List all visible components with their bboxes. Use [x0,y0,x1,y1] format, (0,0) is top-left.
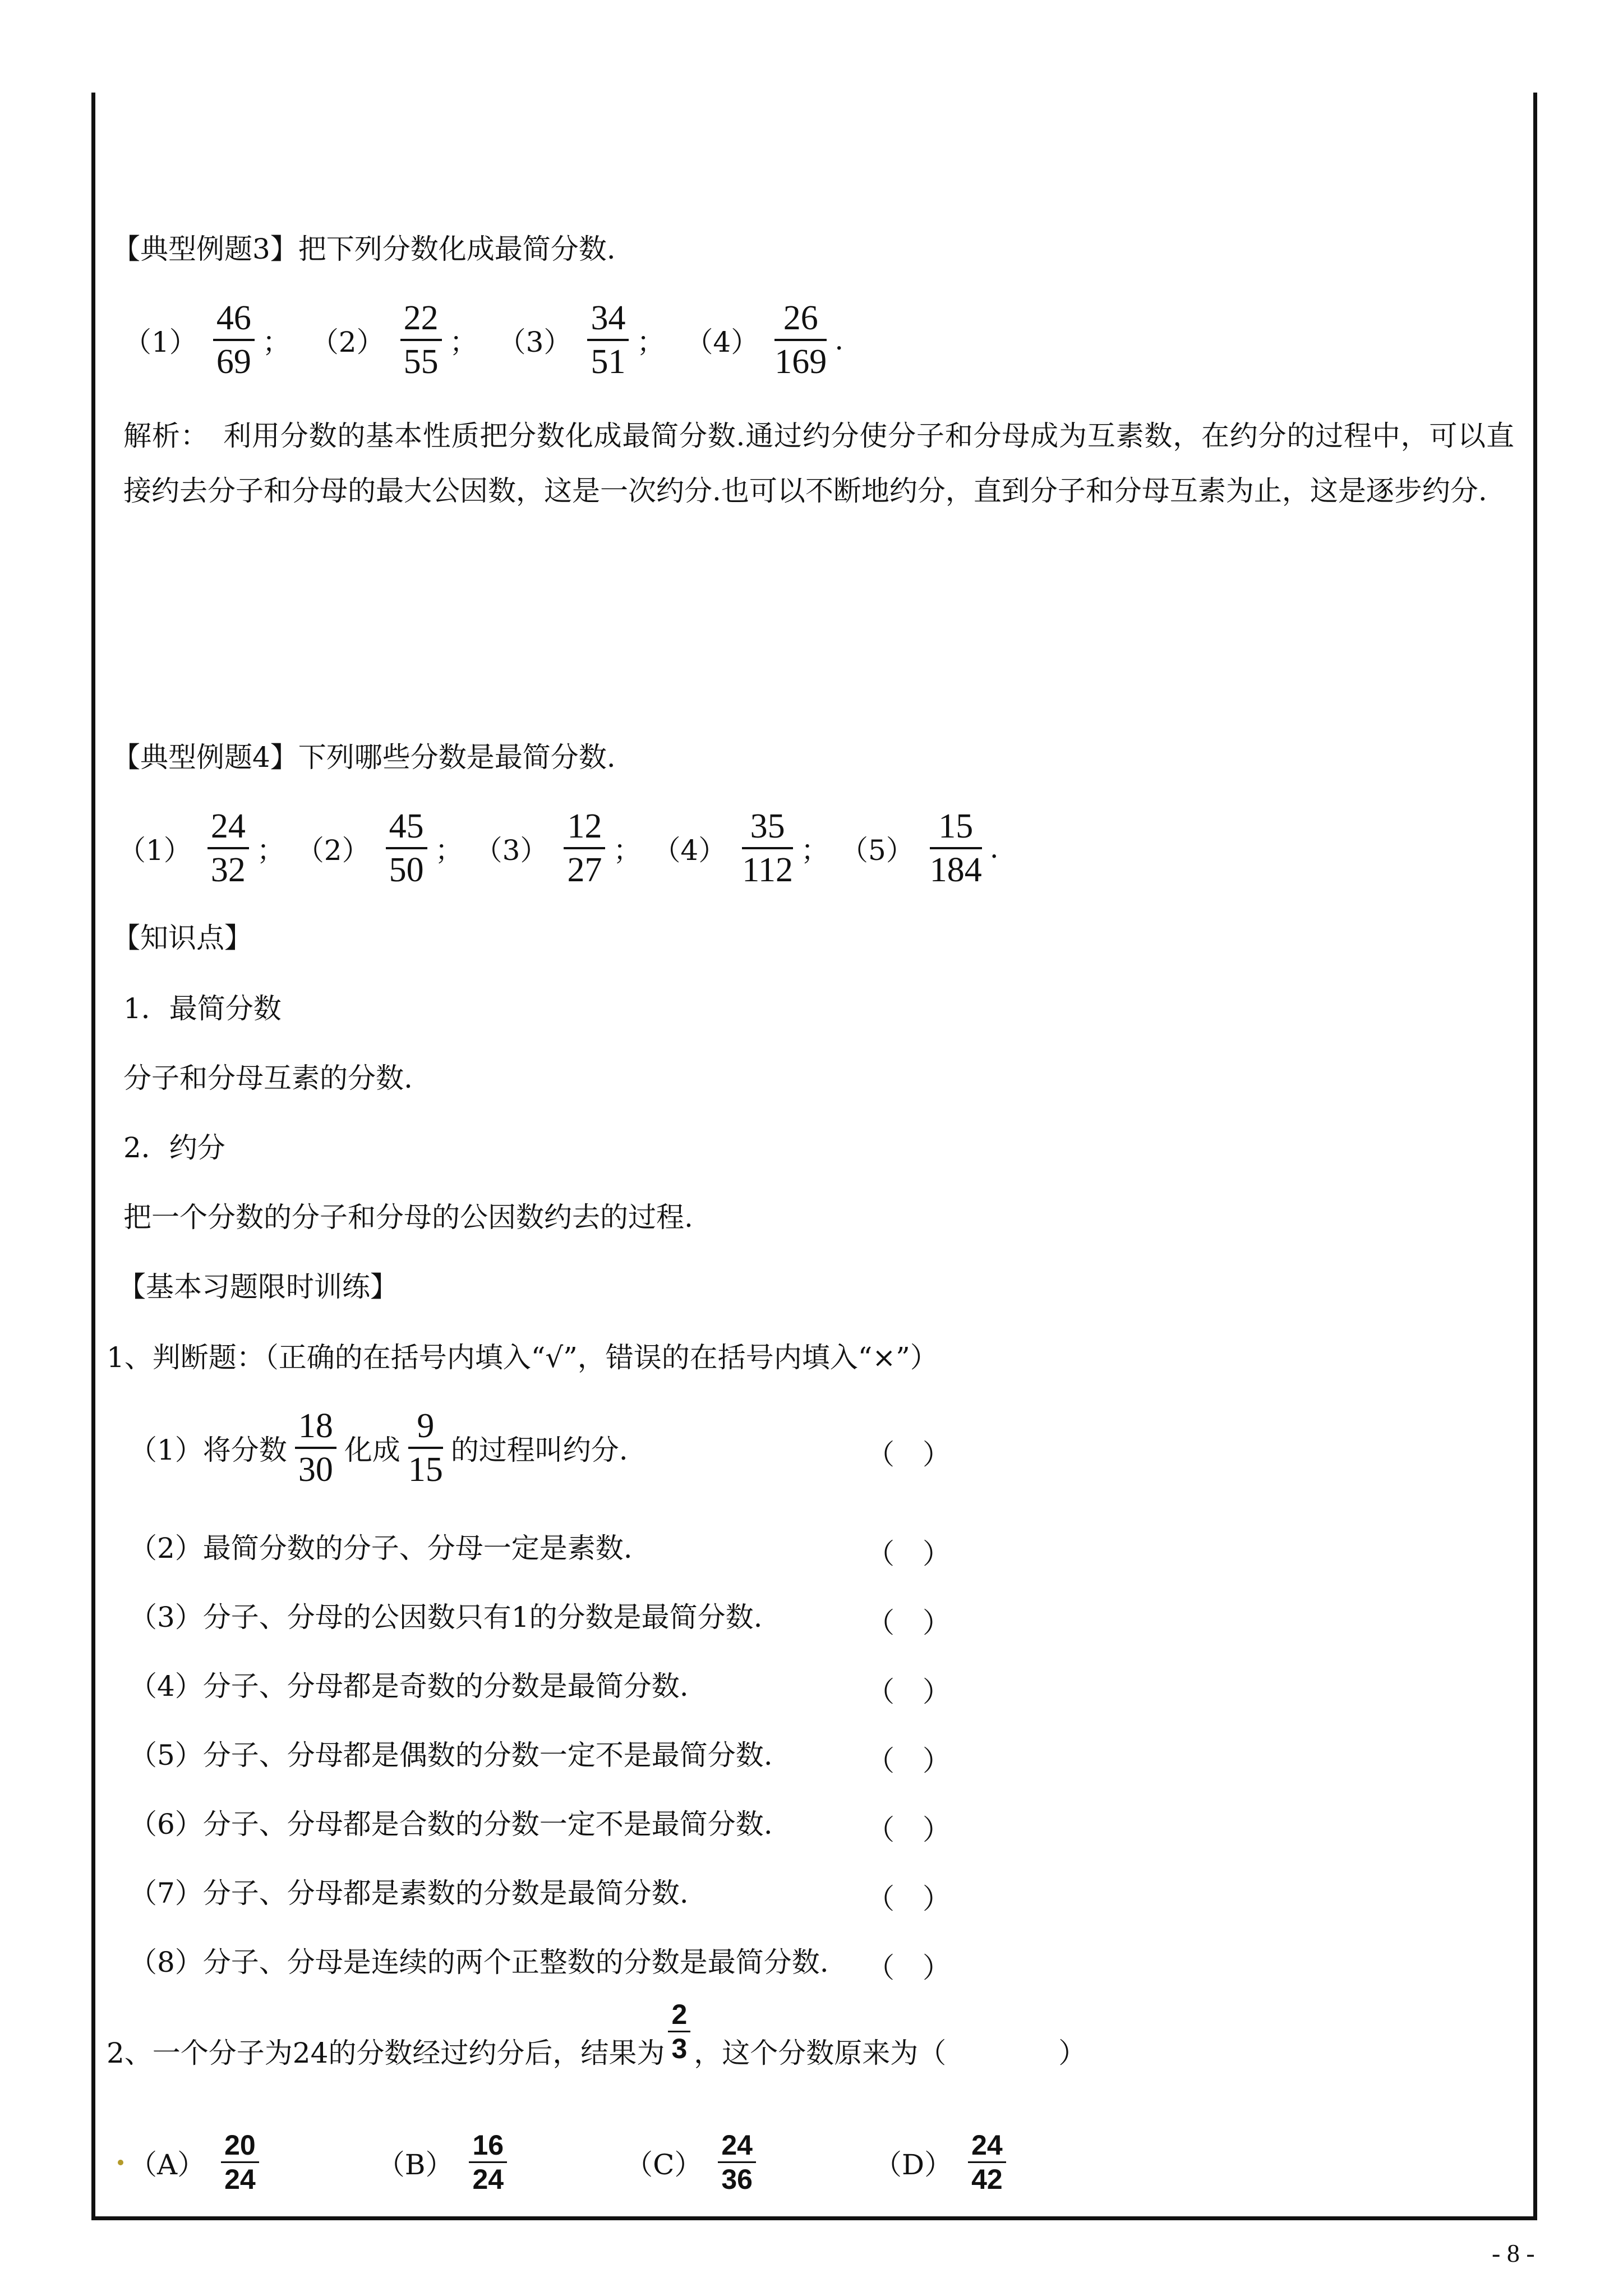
knowledge-item2-title: 2．约分 [123,1131,225,1164]
ex4-separator-2: ； [435,834,463,867]
knowledge-item1-text: 分子和分母互素的分数. [123,1062,413,1094]
example3-analysis: 解析： 利用分数的基本性质把分数化成最简分数.通过约分使分子和分母成为互素数，在约分的过程中，可以直接约去分子和分母的最大公因数，这是一次约分.也可以不断地约分，直到分子和分母互素为止，这是逐步约分. [123,420,1514,507]
answer-blank-5[interactable]: （ ） [866,1745,951,1777]
ex3-label-3: （3） [497,326,572,358]
q1-statement-1: （1）将分数 $\frac{18}{30}$ 化成 $\frac{9}{15}$ 的过程叫约分. [129,1405,628,1490]
ex4-separator-4: ； [800,834,829,867]
q2-option-fraction-2: $\frac{16}{24}$ [469,2129,507,2196]
ex3-separator-4: . [834,324,844,356]
ex4-fraction-2: $\frac{45}{50}$ [386,806,427,891]
ex4-label-5: （5） [840,834,914,867]
q2-option-fraction-3: $\frac{24}{36}$ [718,2129,756,2196]
ex4-label-4: （4） [652,834,727,867]
training-heading: 【基本习题限时训练】 [118,1271,398,1303]
fraction-9-15: $\frac{9}{15}$ [408,1407,443,1489]
ex4-separator-5: . [989,832,999,864]
ex4-separator-1: ； [256,834,285,867]
answer-blank-6[interactable]: （ ） [866,1814,951,1846]
ex3-fraction-2: $\frac{22}{55}$ [400,297,442,383]
answer-blank-7[interactable]: （ ） [866,1883,951,1915]
q2-option-fraction-4: $\frac{24}{42}$ [968,2129,1006,2196]
fraction-2-3: $\frac{2}{3}$ [668,1998,690,2065]
q1-statement-7: （7）分子、分母都是素数的分数是最简分数. [129,1877,689,1910]
ex4-fraction-3: $\frac{12}{27}$ [564,806,605,891]
q1-statement-6: （6）分子、分母都是合数的分数一定不是最简分数. [129,1808,773,1841]
ex4-fraction-5: $\frac{15}{184}$ [929,807,982,889]
answer-blank-3[interactable]: （ ） [866,1607,951,1639]
ex3-label-1: （1） [123,326,197,358]
example3-fractions [123,297,864,383]
answer-blank-8[interactable]: （ ） [866,1952,951,1984]
q1-statement-2: （2）最简分数的分子、分母一定是素数. [129,1532,633,1565]
q1-statement-8: （8）分子、分母是连续的两个正整数的分数是最简分数. [129,1946,829,1978]
ex4-fraction-4: $\frac{35}{112}$ [742,807,793,889]
knowledge-item1-title: 1．最简分数 [123,992,282,1025]
ex3-label-4: （4） [685,326,759,358]
q1-statement-3: （3）分子、分母的公因数只有1的分数是最简分数. [129,1601,763,1634]
answer-blank-4[interactable]: （ ） [866,1676,951,1708]
knowledge-item2-text: 把一个分数的分子和分母的公因数约去的过程. [123,1201,693,1234]
example4-title: 【典型例题4】下列哪些分数是最简分数. [112,741,616,774]
ex3-fraction-3: $\frac{34}{51}$ [587,297,629,383]
ex3-label-2: （2） [310,326,385,358]
ex4-label-3: （3） [474,834,548,867]
q2-options [118,2129,1124,2196]
ex3-separator-1: ； [262,326,291,358]
ex3-separator-2: ； [449,326,478,358]
answer-blank-2[interactable]: （ ） [866,1538,951,1570]
ex4-separator-3: ； [613,834,642,867]
example3-title: 【典型例题3】把下列分数化成最简分数. [112,233,616,265]
q2-option-label-1[interactable]: （A） [129,2148,206,2181]
ex3-fraction-4: $\frac{26}{169}$ [774,299,827,381]
ex4-label-2: （2） [296,834,370,867]
q2-option-label-2[interactable]: （B） [376,2148,454,2181]
fraction-18-30: $\frac{18}{30}$ [295,1405,336,1490]
ex3-separator-3: ； [637,326,665,358]
ex4-label-1: （1） [118,834,192,867]
page-number: - 8 - [1492,2239,1535,2267]
knowledge-heading: 【知识点】 [112,922,252,954]
q1-statement-5: （5）分子、分母都是偶数的分数一定不是最简分数. [129,1739,773,1772]
q2-option-label-4[interactable]: （D） [874,2148,953,2181]
q1-statement-4: （4）分子、分母都是奇数的分数是最简分数. [129,1670,689,1703]
mark-dot [118,2160,123,2165]
answer-blank-1[interactable]: （ ） [866,1438,951,1471]
q2-prompt: 2、一个分子为24的分数经过约分后，结果为 $\frac{2}{3}$ ，这个分数原来为（ ） [107,1999,1087,2069]
ex3-fraction-1: $\frac{46}{69}$ [213,297,255,383]
q2-option-label-3[interactable]: （C） [625,2148,703,2181]
example4-fractions [118,806,1010,891]
q2-option-fraction-1: $\frac{20}{24}$ [221,2129,259,2196]
ex4-fraction-1: $\frac{24}{32}$ [208,806,249,891]
q1-prompt: 1、判断题：（正确的在括号内填入“√”，错误的在括号内填入“×”） [107,1341,938,1374]
